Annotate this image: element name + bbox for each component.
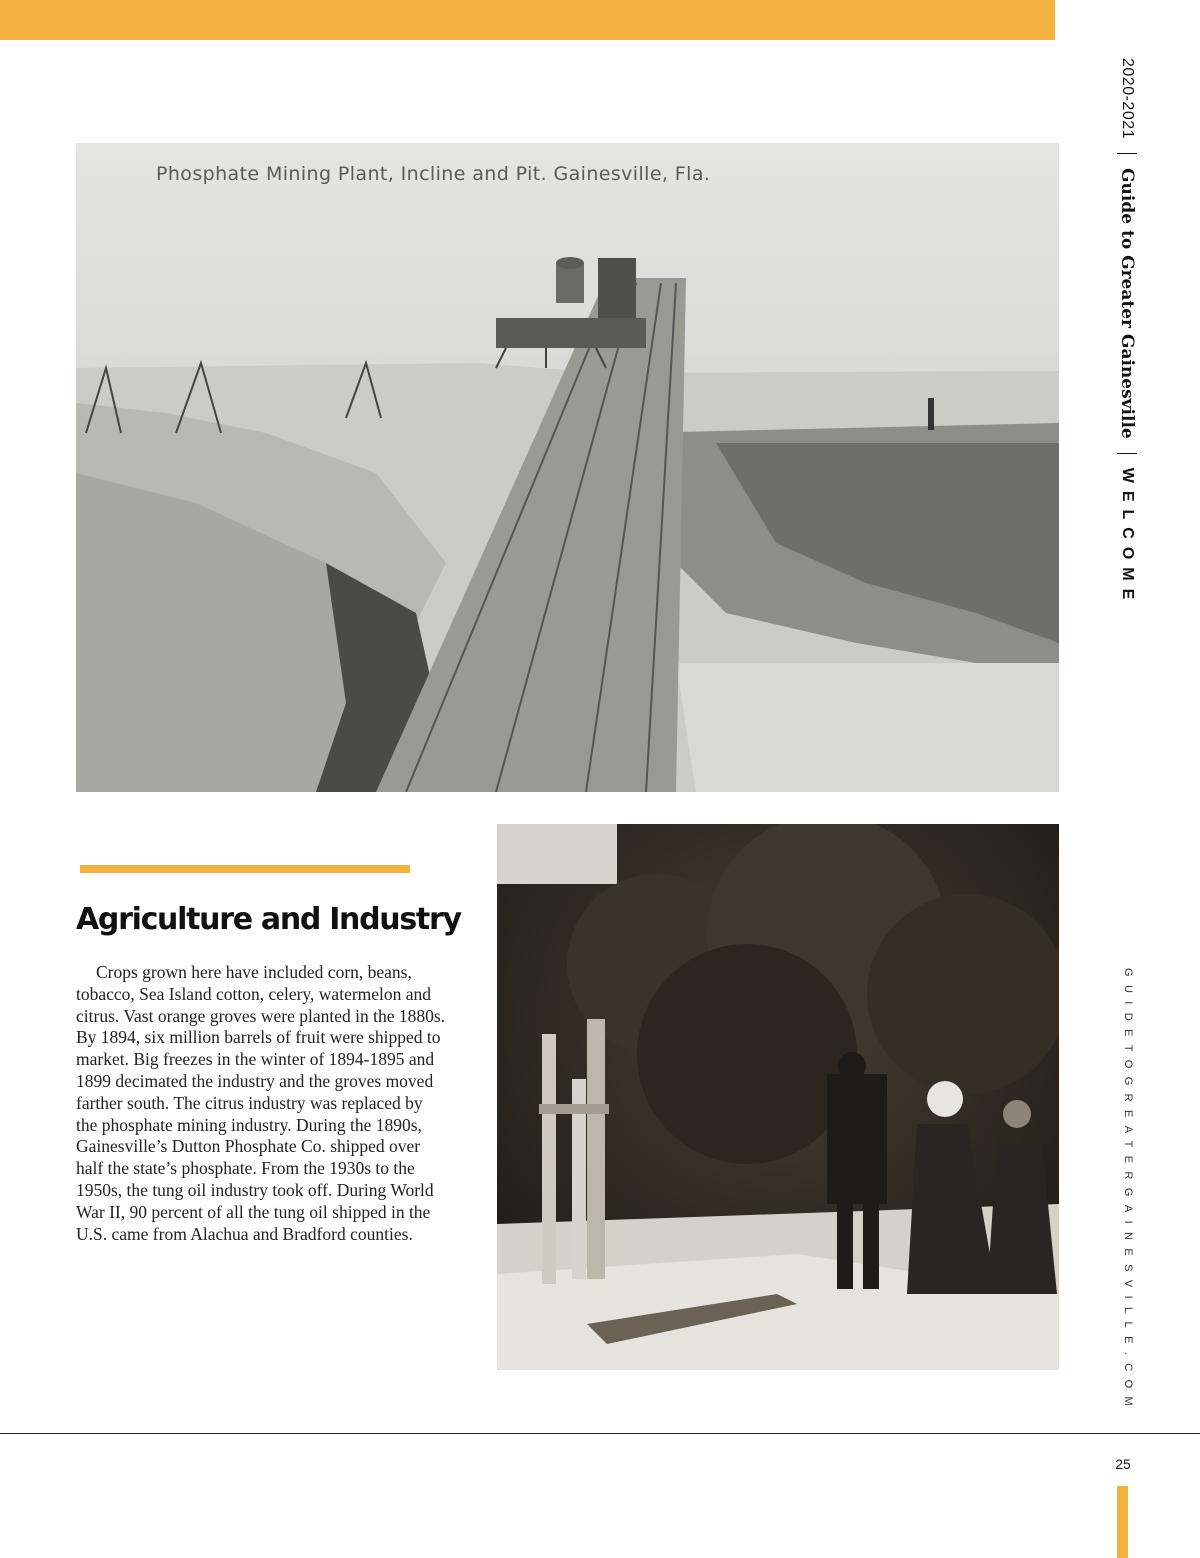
running-header-divider: [1117, 153, 1137, 154]
running-header-years: 2020-2021: [1119, 58, 1136, 140]
orange-grove-photo: [497, 824, 1059, 1370]
running-header-section: WELCOME: [1119, 467, 1136, 608]
footer-rule: [0, 1433, 1200, 1434]
running-header-guide-title: Guide to Greater Gainesville: [1117, 168, 1137, 439]
side-website: [1112, 968, 1136, 1415]
footer-accent-tab: [1117, 1486, 1128, 1558]
running-header: [1112, 58, 1142, 618]
orange-grove-illustration: [497, 824, 1059, 1370]
phosphate-mine-illustration: [76, 143, 1059, 792]
side-website-text: GUIDETOGREATERGAINESVILLE.COM: [1122, 968, 1134, 1415]
photo-caption: Phosphate Mining Plant, Incline and Pit. Gainesville, Fla.: [156, 163, 711, 185]
article-heading: Agriculture and Industry: [76, 902, 461, 937]
running-header-divider: [1117, 453, 1137, 454]
article-body: Crops grown here have included corn, beans, tobacco, Sea Island cotton, celery, watermelon and citrus. Vast orange groves were planted in the 1880s. By 1894, six million barrels of fruit were shipped to market. Big freezes in the winter of 1894-1895 and 1899 decimated the industry and the groves moved farther south. The citrus industry was replaced by the phosphate mining industry. During the 1890s, Gainesville’s Dutton Phosphate Co. shipped over half the state’s phosphate. From the 1930s to the 1950s, the tung oil industry took off. During World War II, 90 percent of all the tung oil shipped in the U.S. came from Alachua and Bradford counties.: [76, 962, 446, 1244]
page-number: 25: [1115, 1456, 1131, 1472]
phosphate-mine-photo: [76, 143, 1059, 792]
top-accent-bar: [0, 0, 1055, 40]
heading-accent-bar: [80, 865, 410, 873]
